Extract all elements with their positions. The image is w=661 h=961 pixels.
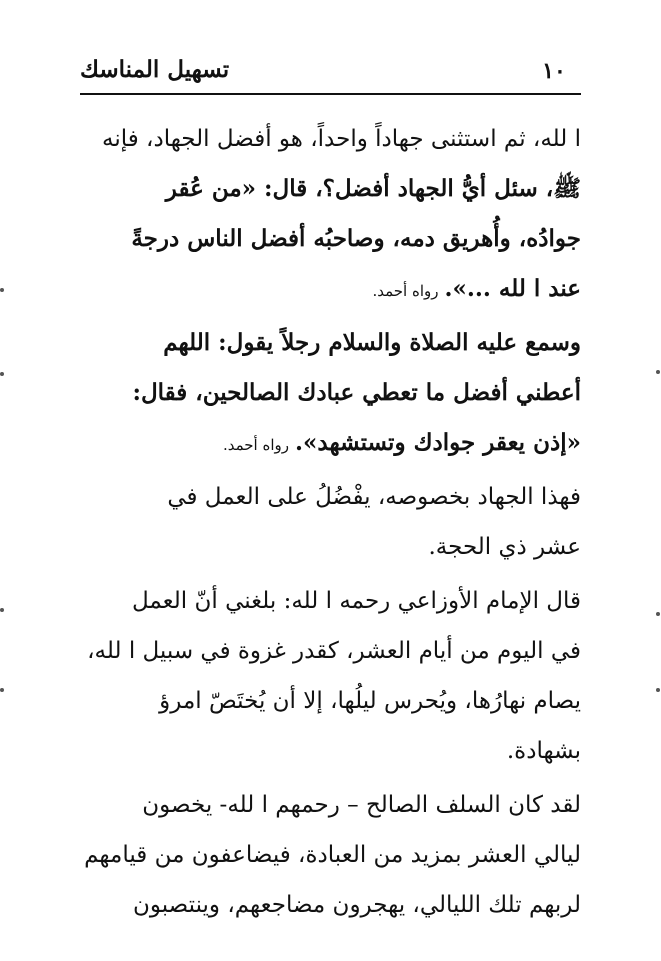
text-line: بشهادة. xyxy=(506,738,581,764)
paragraph xyxy=(80,472,581,572)
scan-mark xyxy=(0,608,4,612)
scan-mark xyxy=(656,612,660,616)
text-line: عشر ذي الحجة. xyxy=(428,534,581,560)
running-title: تسهيل المناسك xyxy=(80,56,230,83)
text-line: فهذا الجهاد بخصوصه، يفْضُلُ على العمل في xyxy=(167,484,581,510)
page-number: ١٠ xyxy=(542,58,566,84)
citation: رواه أحمد. xyxy=(372,282,439,300)
header-rule xyxy=(80,93,581,95)
scan-mark xyxy=(0,288,4,292)
text-line: أعطني أفضل ما تعطي عبادك الصالحين، فقال: xyxy=(132,379,581,406)
scan-mark xyxy=(656,370,660,374)
text-line: يصام نهارُها، ويُحرس ليلُها، إلا أن يُختَصّ امرؤ xyxy=(159,688,581,714)
text-line: «إذن يعقر جوادك وتستشهد».رواه أحمد. xyxy=(222,429,581,456)
text-line: وسمع عليه الصلاة والسلام رجلاً يقول: اللهم xyxy=(163,329,581,356)
text-line: عند ا لله ...».رواه أحمد. xyxy=(372,275,581,302)
paragraph xyxy=(80,114,581,314)
text-line: قال الإمام الأوزاعي رحمه ا لله: بلغني أنّ العمل xyxy=(131,588,581,614)
paragraph xyxy=(80,318,581,468)
citation: رواه أحمد. xyxy=(222,436,290,454)
paragraph xyxy=(80,780,581,930)
body-text xyxy=(80,114,581,930)
scan-mark xyxy=(0,688,4,692)
scan-mark xyxy=(0,372,4,376)
text-line: ليالي العشر بمزيد من العبادة، فيضاعفون من قيامهم xyxy=(84,842,581,868)
text-line: جوادُه، وأُهريق دمه، وصاحبُه أفضل الناس درجةً xyxy=(131,225,581,252)
text-line: لربهم تلك الليالي، يهجرون مضاجعهم، وينتصبون xyxy=(132,892,581,918)
text-line: في اليوم من أيام العشر، كقدر غزوة في سبيل ا لله، xyxy=(87,638,581,664)
text-line: لقد كان السلف الصالح – رحمهم ا لله- يخصون xyxy=(142,792,581,818)
text-line: ا لله، ثم استثنى جهاداً واحداً، هو أفضل الجهاد، فإنه xyxy=(101,126,581,152)
text-line: ﷺ، سئل أيُّ الجهاد أفضل؟، قال: «من عُقر xyxy=(165,175,581,202)
scan-mark xyxy=(656,688,660,692)
paragraph xyxy=(80,576,581,776)
